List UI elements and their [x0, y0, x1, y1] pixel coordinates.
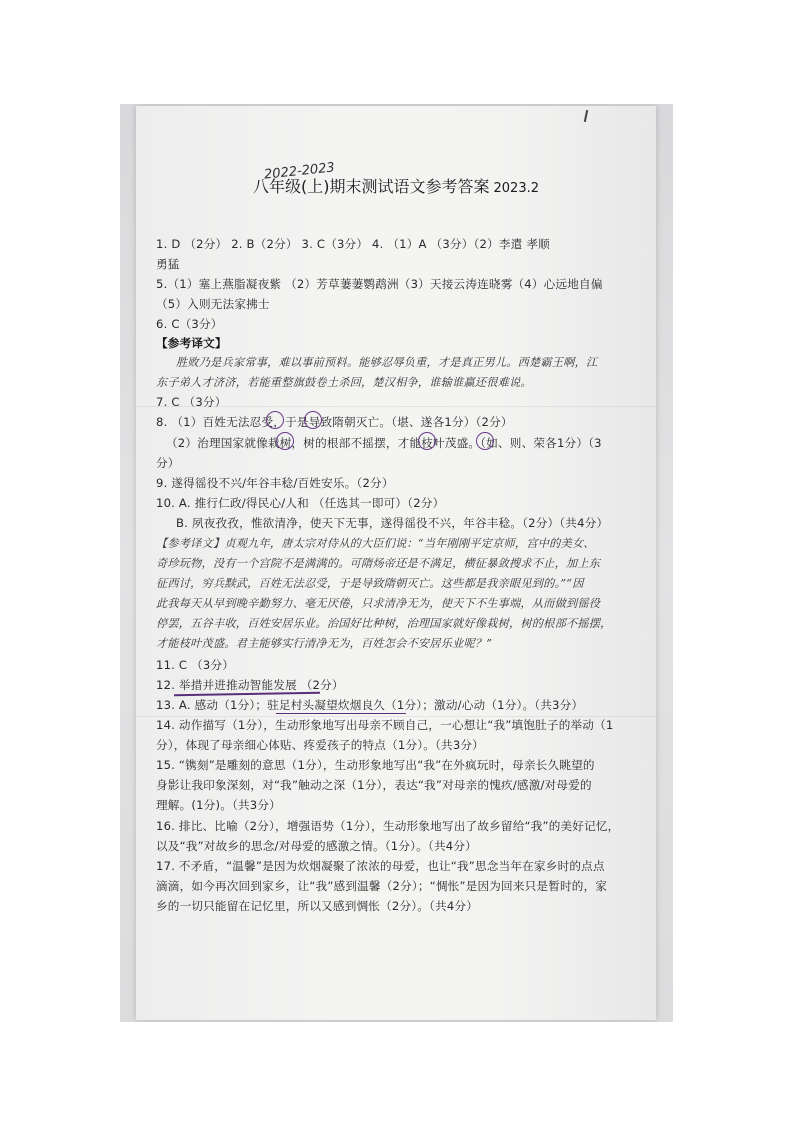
answer-line: （2）治理国家就像栽树，树的根部不摇摆，才能枝叶茂盛。（如、则、荣各1分）（3: [166, 436, 602, 450]
answer-line: 乡的一切只能留在记忆里，所以又感到惆怅（2分）。（共4分）: [156, 899, 478, 913]
answer-line: 12. 举措并进推动智能发展 （2分）: [156, 678, 344, 692]
answer-line: 1. D （2分） 2. B（2分） 3. C（3分） 4. （1）A （3分）（2）李遣 孝顺: [156, 237, 550, 251]
translation-line: 此我每天从早到晚辛勤努力、毫无厌倦，只求清净无为，使天下不生事端，从而做到徭役: [156, 597, 601, 610]
answer-line: 13. A. 感动（1分）；驻足村头凝望炊烟良久（1分）；激动/心动（1分）。（共3分）: [156, 698, 584, 712]
answer-line: 5.（1）塞上燕脂凝夜紫 （2）芳草萋萋鹦鹉洲（3）天接云涛连晓雾（4）心远地自偏: [156, 277, 603, 291]
answer-line: 8. （1）百姓无法忍受，于是导致隋朝灭亡。（堪、遂各1分）（2分）: [156, 415, 513, 429]
ink-circle-mark: [304, 411, 322, 429]
ink-circle-mark: [276, 432, 294, 450]
handwritten-year: 2022-2023: [263, 160, 336, 183]
answer-line: B. 夙夜孜孜，惟欲清净，使天下无事，遂得徭役不兴，年谷丰稔。（2分）（共4分）: [176, 516, 609, 530]
ink-underline-mark: [276, 713, 406, 714]
answer-line: 7. C （3分）: [156, 395, 227, 409]
answer-line: 理解。(1分)。（共3分）: [156, 798, 281, 812]
answer-line: 9. 遂得徭役不兴/年谷丰稔/百姓安乐。（2分）: [156, 476, 394, 490]
answer-line: 6. C（3分）: [156, 317, 223, 331]
ink-circle-mark: [418, 432, 436, 450]
page-title: [136, 174, 656, 197]
answer-line: 滴滴，如今再次回到家乡，让“我”感到温馨（2分）；“惆怅”是因为回来只是暂时的，家: [156, 879, 608, 893]
translation-line: 东子弟人才济济，若能重整旗鼓卷土杀回，楚汉相争，谁输谁赢还很难说。: [156, 376, 532, 389]
translation-line: 【参考译文】贞观九年，唐太宗对侍从的大臣们说：“当年刚刚平定京师，宫中的美女、: [156, 537, 595, 550]
translation-line: 奇珍玩物，没有一个宫院不是满满的。可隋炀帝还是不满足，横征暴敛搜求不止，加上东: [156, 557, 601, 570]
answer-line: 16. 排比、比喻（2分），增强语势（1分），生动形象地写出了故乡留给“我”的美好记忆，: [156, 819, 620, 833]
answer-line: 10. A. 推行仁政/得民心/人和 （任选其一即可）（2分）: [156, 496, 445, 510]
answer-line: 11. C （3分）: [156, 658, 235, 672]
title-text: 八年级(上)期末测试语文参考答案: [253, 177, 490, 196]
answer-line: 17. 不矛盾，“温馨”是因为炊烟凝聚了浓浓的母爱，也让“我”思念当年在家乡时的点点: [156, 859, 605, 873]
answer-line: 勇猛: [156, 257, 180, 271]
translation-line: 停罢，五谷丰收，百姓安居乐业。治国好比种树，治理国家就好像栽树，树的根部不摇摆，: [156, 617, 612, 630]
ink-circle-mark: [266, 411, 284, 429]
answer-line: 身影让我印象深刻，对“我”触动之深（1分），表达“我”对母亲的愧疚/感激/对母爱的: [156, 778, 592, 792]
translation-line: 征西讨，穷兵黩武，百姓无法忍受，于是导致隋朝灭亡。这些都是我亲眼见到的。”“因: [156, 577, 584, 590]
answer-line: 14. 动作描写（1分），生动形象地写出母亲不顾自己，一心想让“我”填饱肚子的举动（1: [156, 718, 614, 732]
answer-line: 以及“我”对故乡的思念/对母爱的感激之情。（1分）。（共4分）: [156, 839, 477, 853]
pen-mark: [584, 110, 588, 122]
answer-line: 分）: [156, 456, 180, 470]
translation-line: 才能枝叶茂盛。君主能够实行清净无为，百姓怎会不安居乐业呢？”: [156, 637, 493, 650]
section-heading: 【参考译文】: [156, 336, 227, 350]
answer-line: 分），体现了母亲细心体贴、疼爱孩子的特点（1分）。（共3分）: [156, 738, 484, 752]
title-date: 2023.2: [493, 181, 539, 196]
ink-circle-mark: [476, 432, 494, 450]
answer-line: 15. “镌刻”是雕刻的意思（1分），生动形象地写出“我”在外疯玩时，母亲长久眺望的: [156, 758, 595, 772]
answer-sheet: [136, 106, 656, 1020]
answer-line: （5）入则无法家拂士: [156, 297, 270, 311]
translation-line: 胜败乃是兵家常事，难以事前预料。能够忍辱负重，才是真正男儿。西楚霸王啊，江: [176, 356, 598, 369]
scanned-photo: [120, 104, 673, 1022]
